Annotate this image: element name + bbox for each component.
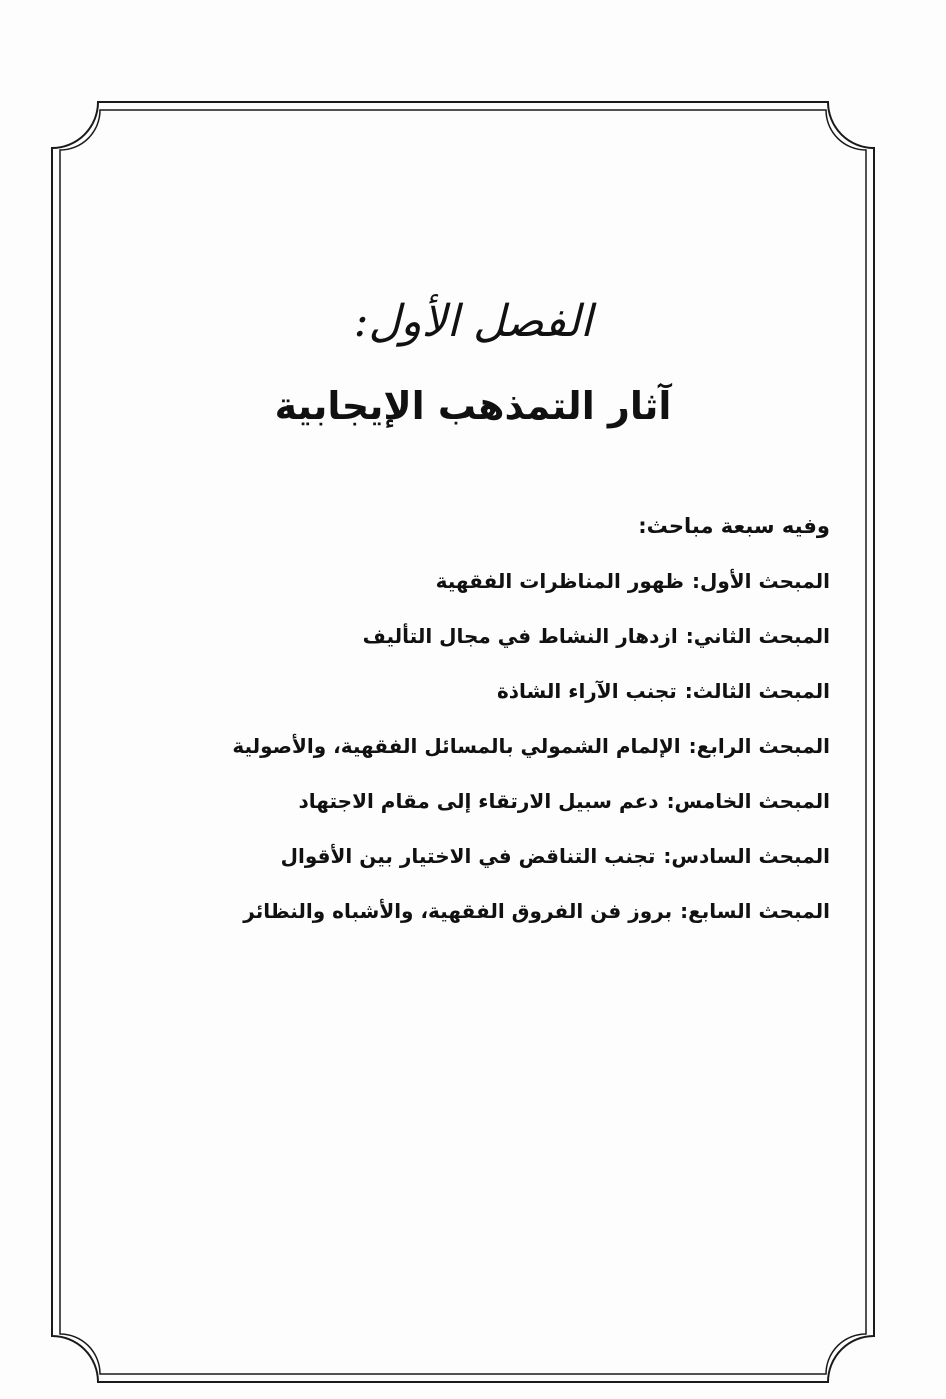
section-label: المبحث الثالث: (684, 679, 830, 703)
section-item-6 (210, 838, 830, 893)
section-title: بروز فن الفروق الفقهية، والأشباه والنظائر (243, 899, 673, 923)
section-item-5 (210, 783, 830, 838)
section-title: تجنب التناقض في الاختيار بين الأقوال (280, 844, 656, 868)
section-item-1 (210, 563, 830, 618)
section-label: المبحث السابع: (680, 899, 830, 923)
chapter-title: الفصل الأول: (353, 296, 593, 347)
chapter-subtitle: آثار التمذهب الإيجابية (274, 384, 672, 428)
section-label: المبحث السادس: (663, 844, 830, 868)
section-label: المبحث الثاني: (685, 624, 830, 648)
section-item-4 (210, 728, 830, 783)
section-title: ازدهار النشاط في مجال التأليف (362, 624, 678, 648)
section-title: تجنب الآراء الشاذة (496, 679, 677, 703)
section-item-7 (210, 893, 830, 948)
section-title: ظهور المناظرات الفقهية (435, 569, 684, 593)
section-item-2 (210, 618, 830, 673)
section-label: المبحث الأول: (691, 569, 830, 593)
sections-intro: وفيه سبعة مباحث: (638, 514, 830, 538)
section-title: دعم سبيل الارتقاء إلى مقام الاجتهاد (298, 789, 659, 813)
section-title: الإلمام الشمولي بالمسائل الفقهية، والأصولية (232, 734, 681, 758)
section-label: المبحث الرابع: (688, 734, 830, 758)
section-item-3 (210, 673, 830, 728)
section-label: المبحث الخامس: (666, 789, 830, 813)
sections-list (210, 508, 830, 948)
